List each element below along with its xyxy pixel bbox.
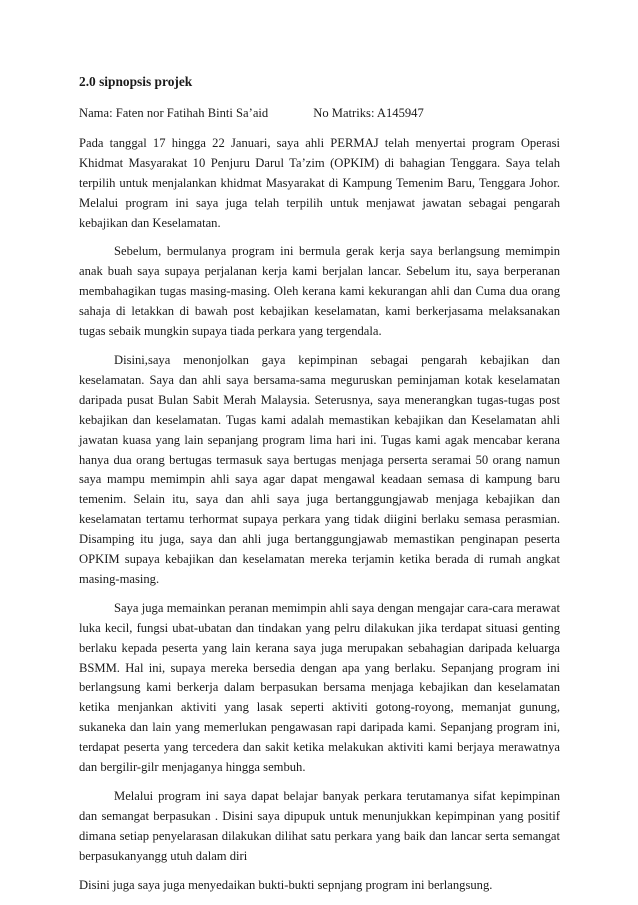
paragraph-intro: Pada tanggal 17 hingga 22 Januari, saya ahli PERMAJ telah menyertai program Operasi Khidmat Masyarakat 10 Penjuru Darul Ta’zim (OPKIM) di bahagian Tenggara. Saya telah terpilih untuk menjalankan khidmat Masyarakat di Kampung Temenim Baru, Tenggara Johor. Melalui program ini saya juga telah terpilih untuk menjawat jawatan sebagai pengarah kebajikan dan Keselamatan. — [79, 135, 560, 230]
paragraph-leadership-style: Disini,saya menonjolkan gaya kepimpinan sebagai pengarah kebajikan dan keselamatan. Saya dan ahli saya bersama-sama meguruskan peminjaman kotak keselamatan daripada pusat Bulan Sabit Merah Malaysia. Seterusnya, saya menerangkan tugas-tugas post kebajikan dan keselamatan. Tugas kami adalah memastikan kebajikan dan Keselamatan ahli jawatan kuasa yang lain sepanjang program lima hari ini. Tugas kami agak mencabar kerana hanya dua orang bertugas termasuk saya bertugas menjaga perserta seramai 50 orang namun saya mampu memimpin ahli saya agar dapat mengawal keadaan semasa di kampung baru temenim. Selain itu, saya dan ahli saya juga bertanggungjawab menjaga kebajikan dan keselamatan tertamu terhormat supaya perkara yang tidak diigini berlaku semasa perasmian. Disamping itu juga, saya dan ahli juga bertanggungjawab memastikan penginapan peserta OPKIM supaya kebajikan dan keselamatan mereka terjamin ketika berada di rumah angkat masing-masing. — [79, 352, 560, 586]
section-heading: 2.0 sipnopsis projek — [79, 74, 193, 89]
paragraph-before-program: Sebelum, bermulanya program ini bermula gerak kerja saya berlangsung memimpin anak buah saya supaya perjalanan kerja kami berjalan lancar. Sebelum itu, saya berperanan membahagikan tugas masing-masing. Oleh kerana kami kekurangan ahli dan Cuma dua orang sahaja di letakkan di bawah post kebajikan keselamatan, kami berkerjasama melaksanakan tugas sebaik mungkin supaya tiada perkara yang tergendala. — [79, 244, 560, 339]
paragraph-evidence-note: Disini juga saya juga menyedaikan bukti-bukti sepnjang program ini berlangsung. — [79, 877, 493, 892]
student-name: Nama: Faten nor Fatihah Binti Sa’aid — [79, 106, 269, 120]
document-body — [79, 72, 560, 905]
paragraph-first-aid-role: Saya juga memainkan peranan memimpin ahli saya dengan mengajar cara-cara merawat luka kecil, fungsi ubat-ubatan dan tindakan yang pelru dilakukan jika terdapat situasi genting berlaku kepada peserta yang lain kerana saya juga merupakan sebahagian daripada keluarga BSMM. Hal ini, supaya mereka bersedia dengan apa yang berlaku. Sepanjang program ini berlangsung kami berkerja dalam berpasukan bersama menjaga kebajikan dan keselamatan ketika menjankan aktiviti yang lasak seperti aktiviti gotong-royong, memanjat gunung, sukaneka dan lain yang memerlukan pengawasan rapi daripada kami. Sepanjang program ini, terdapat peserta yang tercedera dan sakit ketika melakukan aktiviti kami berjaya merawatnya dan bergilir-gilr menjaganya hingga sembuh. — [79, 600, 560, 775]
student-info-line — [79, 104, 560, 124]
paragraph-lessons-learned: Melalui program ini saya dapat belajar banyak perkara terutamanya sifat kepimpinan dan semangat berpasukan . Disini saya dipupuk untuk menunjukkan kepimpinan yang positif dimana setiap penyelarasan dilakukan dilihat satu perkara yang baik dan lancar serta semangat berpasukanyangg utuh dalam diri — [79, 789, 560, 863]
matric-number: No Matriks: A145947 — [313, 106, 424, 120]
